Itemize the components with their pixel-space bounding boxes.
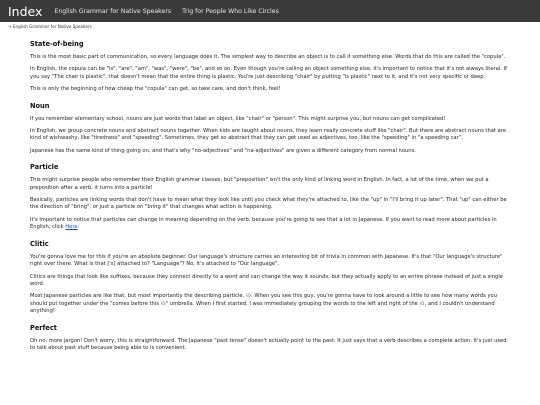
paragraph: You're gonna love me for this if you're an absolute beginner. Our language's structure carries an interesting bit of trivia in common with Japanese. It's that "Our language's structure" right over there. What is that ['s] attached to? "Language"? No, it's attached to "Our language".: [30, 253, 503, 268]
paragraph-with-link: [30, 217, 510, 232]
paragraph: Oh no, more jargon! Don't worry, this is straightforward. The Japanese "past tense" doesn't actually point to the past. It just says that a verb describes a complete action. It's just used to talk about past stuff because being able to is convenient.: [30, 337, 507, 351]
section-title-state-of-being: State-of-being: [30, 40, 84, 48]
paragraph: This is only the beginning of how cheap the "copula" can get, so take care, and don't think, feel!: [30, 86, 281, 93]
paragraph: Basically, particles are linking words that don't have to mean what they look like until you check what they're attached to, like the "up" in "I'll bring it up later". That "up" can either be the direction of "bring", or just a particle on "bring it" that changes what action is happening.: [30, 197, 507, 211]
paragraph: This is the most basic part of communication, so every language does it. The simplest way to describe an object is to call it something else. Words that do this are called the "copula".: [30, 54, 506, 60]
breadcrumb[interactable]: → English Grammar for Native Speakers: [8, 24, 92, 29]
paragraph-text: It's important to notice that particles can change in meaning depending on the verb, because you're going to see that a lot in Japanese. If you want to read more about particles in English, click: [30, 216, 497, 231]
paragraph: In English, we group concrete nouns and abstract nouns together. When kids are taught about nouns, they learn really concrete stuff like "chair". But there are abstract nouns that are kind of wishwashy, like "tiredness" and "speeding". Sometimes, they get so abstract that they can get used as adjectives, too, like the "speeding" in "a speeding car".: [30, 128, 507, 142]
section-title-particle: Particle: [30, 163, 59, 172]
paragraph: Clitics are things that look like suffixes, because they connect directly to a word and can change the way it sounds, but they actually apply to an entire phrase instead of just a single word.: [30, 273, 503, 287]
here-link[interactable]: Here: [65, 224, 78, 231]
paragraph: If you remember elementary school, nouns are just words that label an object, like "chair" or "person". This might surprise you, but nouns can get complicated!: [30, 115, 446, 122]
paragraph-text: .: [77, 224, 80, 231]
index-link[interactable]: Index: [8, 3, 43, 19]
section-title-noun: Noun: [30, 101, 50, 110]
section-title-perfect: Perfect: [30, 323, 57, 332]
nav-link-english-grammar[interactable]: English Grammar for Native Speakers: [54, 7, 172, 15]
section-title-clitic: Clitic: [30, 239, 49, 248]
top-nav-bar: [0, 0, 540, 22]
paragraph: In English, the copula can be "is", "are", "am", "was", "were", "be", and so on. Even though you're calling an object something else, it's important to notice that it's not always literal. If you say "The chair is plastic", that doesn't mean that the entire thing is plastic. You're just describing "chair" by putting "is plastic" next to it, and it's not very specific or deep.: [30, 66, 507, 80]
paragraph: Japanese has the same kind of thing going on, and that's why "no-adjectives" and "na-adjectives" are given a different category from normal nouns.: [30, 147, 416, 154]
paragraph: Most Japanese particles are like that, but most importantly the describing particle, の. When you see this guy, you're gonna have to look around a little to see how many words you should put together under the "comes before this の" umbrella. When I first started, I was immediately grouping the words to the left and right of the の, and I couldn't understand anything!: [30, 293, 497, 315]
nav-link-trig[interactable]: Trig for People Who Like Circles: [182, 7, 279, 15]
main-content: [0, 40, 540, 352]
paragraph: This might surprise people who remember their English grammar classes, but "preposition" isn't the only kind of linking word in English. In fact, a lot of the time, when we put a preposition after a verb, it turns into a particle!: [30, 177, 489, 191]
